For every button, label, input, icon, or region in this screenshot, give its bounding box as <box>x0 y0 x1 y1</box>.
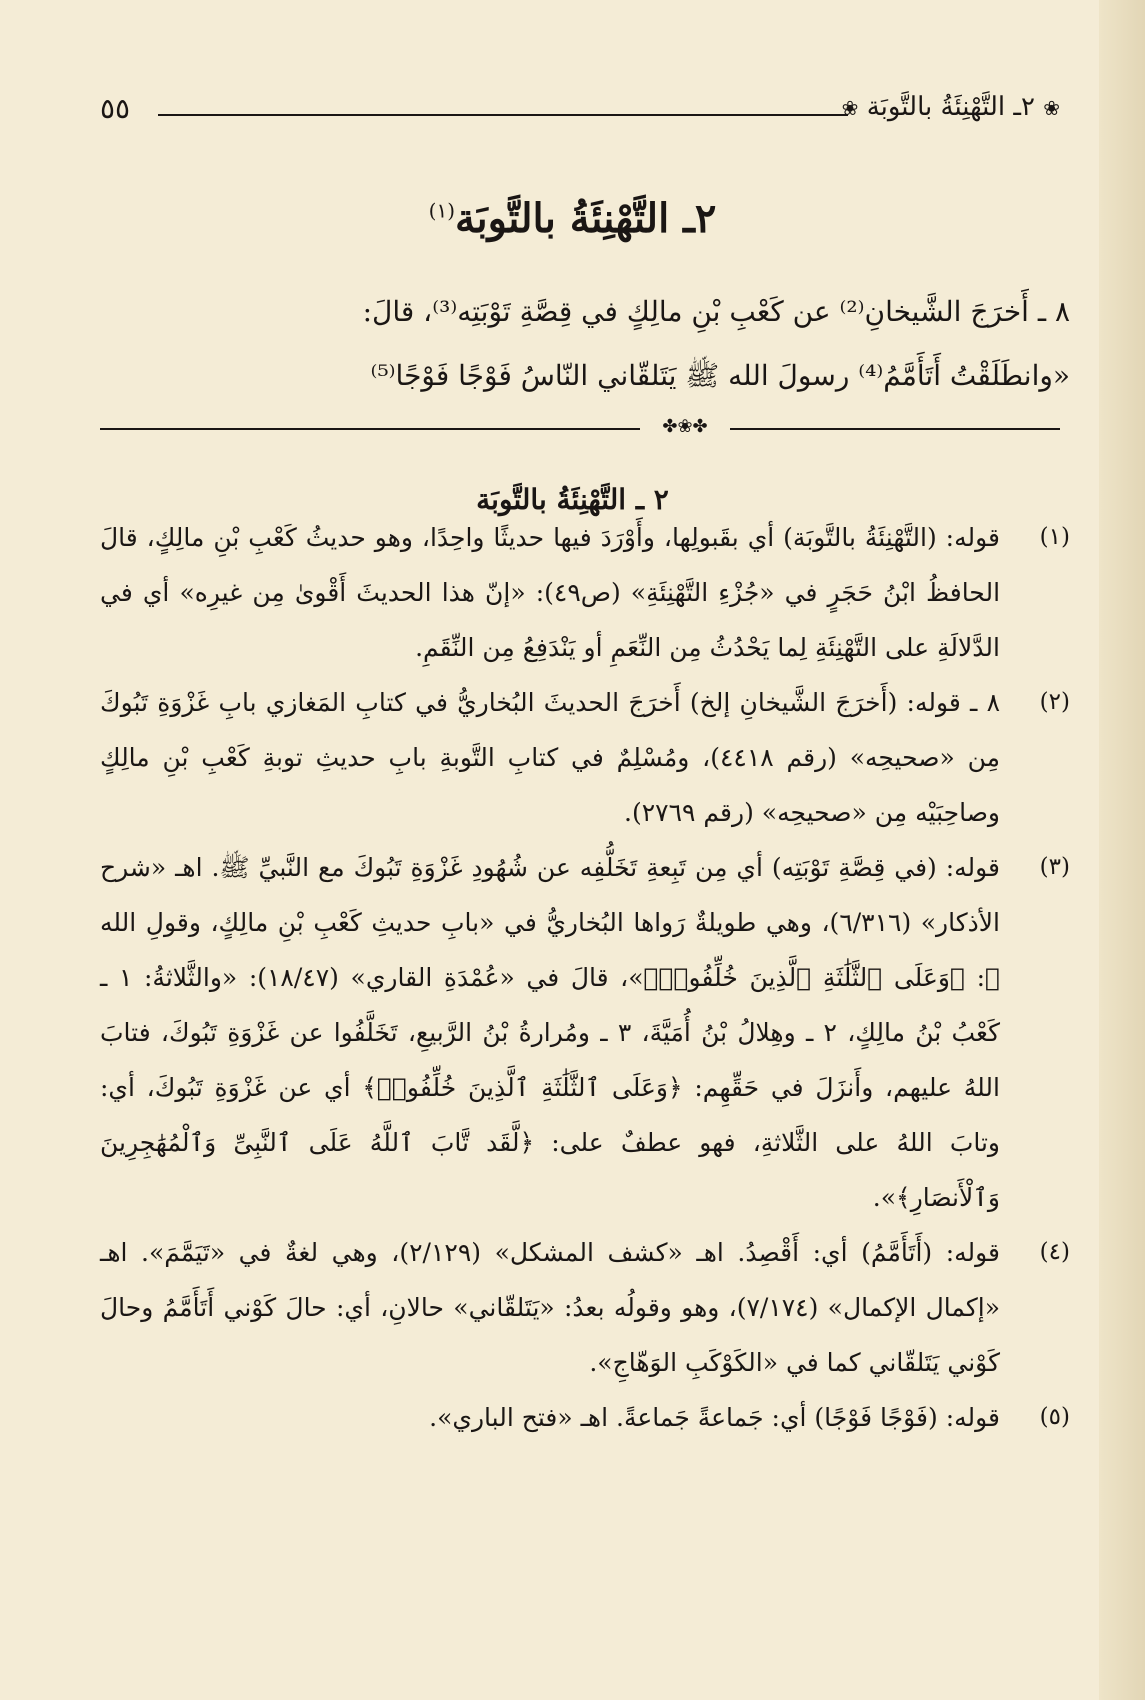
flower-ornament-icon: ❀ <box>1043 96 1060 120</box>
main-text-line: ٨ ـ أَخرَجَ الشَّيخانِ⁽²⁾ عن كَعْبِ بْنِ مالِكٍ في قِصَّةِ تَوْبَتِه⁽³⁾، قالَ: <box>362 295 1070 328</box>
footnote-text: ٨ ـ قوله: (أَخرَجَ الشَّيخانِ إلخ) أَخرَجَ الحديثَ البُخاريُّ في كتابِ المَغازي بابِ غَزْوَةِ تَبُوكَ مِن «صحيحِه» (رقم ٤٤١٨)، ومُسْلِمٌ في كتابِ التَّوبةِ بابِ حديثِ توبةِ كَعْبِ بْنِ مالِكٍ وصاحِبَيْه مِن «صحيحِه» (رقم ٢٧٦٩). <box>100 688 1000 827</box>
footnote <box>100 675 1070 840</box>
footnote-number: (٢) <box>1039 689 1070 715</box>
footnote-number: (٣) <box>1039 854 1070 880</box>
separator-ornament-icon: ✤❀✤ <box>640 414 730 440</box>
page-number: ٥٥ <box>100 92 131 125</box>
footnote-text: قوله: (التَّهْنِئَةُ بالتَّوبَة) أي بقَبولِها، وأَوْرَدَ فيها حديثًا واحِدًا، وهو حديثُ كَعْبِ بْنِ مالِكٍ، قالَ الحافظُ ابْنُ حَجَرٍ في «جُزْءِ التَّهْنِئَةِ» (ص٤٩): «إنّ هذا الحديثَ أَقْوىٰ مِن غيرِه» أي في الدَّلالَةِ على التَّهْنِئَةِ لِما يَحْدُثُ مِن النِّعَمِ أو يَنْدَفِعُ مِن النِّقَمِ. <box>100 523 1001 662</box>
footnote-number: (٤) <box>1039 1239 1070 1265</box>
main-text <box>100 280 1070 408</box>
footnote-number: (٥) <box>1039 1404 1070 1430</box>
footnote <box>100 840 1070 1225</box>
flower-ornament-icon: ❀ <box>841 96 859 120</box>
chapter-title <box>0 195 1145 242</box>
header-rule <box>158 114 848 116</box>
running-head-text: ٢ـ التَّهْنِئَةُ بالتَّوبَة <box>866 92 1035 122</box>
footnote <box>100 1390 1070 1445</box>
separator-rule <box>100 428 1060 430</box>
running-head-title <box>842 92 1060 122</box>
notes-list <box>100 510 1070 1445</box>
footnote <box>100 510 1070 675</box>
section-separator <box>100 418 1060 438</box>
page-edge <box>1099 0 1145 1700</box>
chapter-title-text: ٢ـ التَّهْنِئَةُ بالتَّوبَة <box>455 195 717 242</box>
footnote-text: قوله: (فَوْجًا فَوْجًا) أي: جَماعةً جَماعةً. اهـ «فتح الباري». <box>429 1403 1000 1432</box>
footnote-text: قوله: (في قِصَّةِ تَوْبَتِه) أي مِن تَبِعةِ تَخَلُّفِه عن شُهُودِ غَزْوَةِ تَبُوكَ مع النَّبيِّ ﷺ. اهـ «شرح الأذكار» (٦/٣١٦)، وهي طويلةٌ رَواها البُخاريُّ في «بابِ حديثِ كَعْبِ بْنِ مالِكٍ، وقولِ الله ﷻ: ﴿وَعَلَى ٱلثَّلَٰثَةِ ٱلَّذِينَ خُلِّفُوا۟﴾»، قالَ في «عُمْدَةِ القاري» (١٨/٤٧): «والثَّلاثةُ: ١ ـ كَعْبُ بْنُ مالِكٍ، ٢ ـ وهِلالُ بْنُ أُمَيَّةَ، ٣ ـ ومُرارةُ بْنُ الرَّبيعِ، تَخَلَّفُوا عن غَزْوَةِ تَبُوكَ، فتابَ اللهُ عليهم، وأَنزَلَ في حَقِّهِم: ﴿وَعَلَى ٱلثَّلَٰثَةِ ٱلَّذِينَ خُلِّفُوا۟﴾ أي عن غَزْوَةِ تَبُوكَ، أي: وتابَ اللهُ على الثَّلاثةِ، فهو عطفٌ على: ﴿لَّقَد تَّابَ ٱللَّهُ عَلَى ٱلنَّبِىِّ وَٱلْمُهَٰجِرِينَ وَٱلْأَنصَارِ﴾». <box>100 853 1000 1212</box>
footnote-number: (١) <box>1039 524 1070 550</box>
footnote-text: قوله: (أَتَأَمَّمُ) أي: أَقْصِدُ. اهـ «كشف المشكل» (٢/١٢٩)، وهي لغةٌ في «تَيَمَّمَ». اهـ «إكمال الإكمال» (٧/١٧٤)، وهو وقولُه بعدُ: «يَتَلقّاني» حالانِ، أي: حالَ كَوْني أَتَأَمَّمُ وحالَ كَوْني يَتَلقّاني كما في «الكَوْكَبِ الوَهّاجِ». <box>100 1238 1000 1377</box>
notes-title: ٢ ـ التَّهْنِئَةُ بالتَّوبَة <box>476 483 669 516</box>
main-text-line: «وانطَلَقْتُ أَتَأَمَّمُ⁽⁴⁾ رسولَ الله ﷺ يَتَلقّاني النّاسُ فَوْجًا فَوْجًا⁽⁵⁾ <box>370 359 1070 392</box>
footnote <box>100 1225 1070 1390</box>
running-head <box>100 92 1060 132</box>
footnote-ref: (١) <box>428 198 456 223</box>
